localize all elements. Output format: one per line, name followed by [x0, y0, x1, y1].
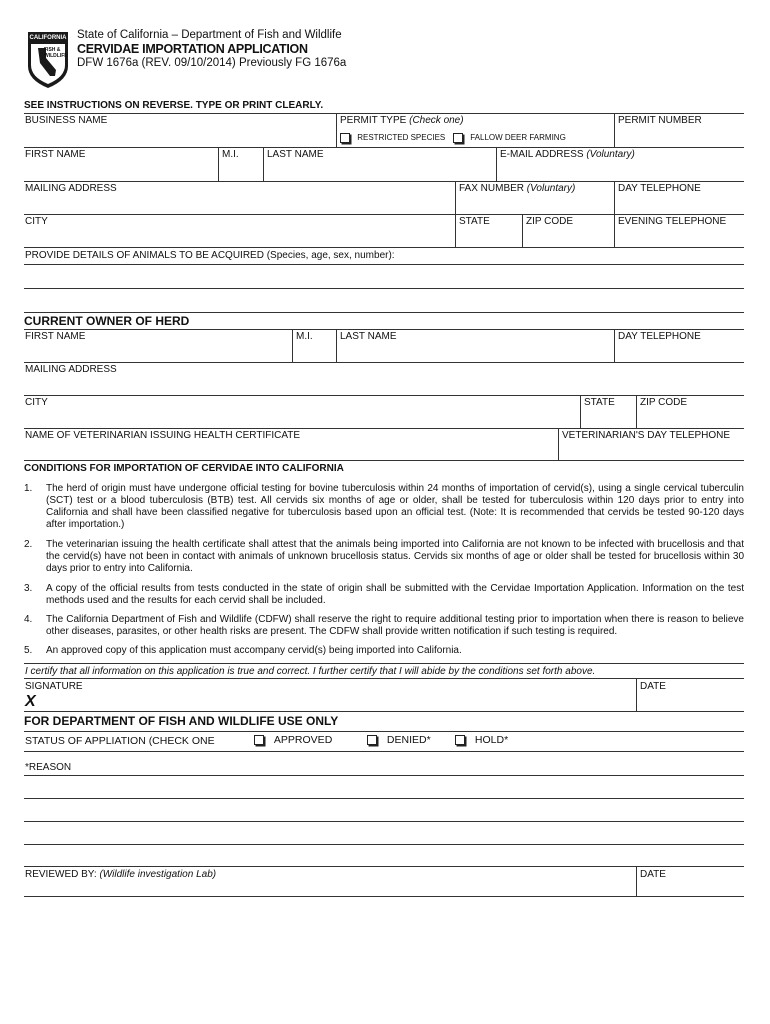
mi-label: M.I. [222, 149, 239, 160]
signature-x-mark: X [25, 693, 36, 710]
fax-text: FAX NUMBER [459, 183, 525, 194]
status-label: STATUS OF APPLIATION (CHECK ONE [25, 735, 215, 747]
permit-number-label: PERMIT NUMBER [618, 115, 702, 126]
condition-text: A copy of the official results from tests conducted in the state of origin shall be submitted with the Cervidae Importation Application. Information on the test methods used and the results for each cervid shall be included. [46, 583, 744, 606]
evening-telephone-label: EVENING TELEPHONE [618, 216, 727, 227]
hold-label: HOLD* [474, 734, 509, 746]
checkbox-icon[interactable] [254, 735, 264, 745]
checkbox-icon[interactable] [455, 735, 465, 745]
owner-first-name-label: FIRST NAME [25, 331, 86, 342]
animal-details-label: PROVIDE DETAILS OF ANIMALS TO BE ACQUIRED (Species, age, sex, number): [25, 250, 395, 261]
condition-number: 2. [24, 539, 33, 550]
condition-number: 3. [24, 583, 33, 594]
form-number: DFW 1676a (REV. 09/10/2014) Previously FG 1676a [77, 57, 347, 69]
condition-text: An approved copy of this application must accompany cervid(s) being imported into California. [46, 645, 462, 656]
reviewed-by-lab: (Wildlife investigation Lab) [99, 869, 217, 880]
last-name-label: LAST NAME [267, 149, 324, 160]
cdfw-logo [26, 30, 70, 90]
approved-checkbox[interactable] [254, 734, 332, 746]
city-label: CITY [25, 216, 48, 227]
owner-last-name-label: LAST NAME [340, 331, 397, 342]
condition-number: 5. [24, 645, 33, 656]
signature-label: SIGNATURE [25, 681, 83, 692]
conditions-heading: CONDITIONS FOR IMPORTATION OF CERVIDAE INTO CALIFORNIA [24, 463, 344, 474]
restricted-species-checkbox[interactable] [340, 133, 445, 143]
condition-number: 1. [24, 483, 33, 494]
reviewed-by-label [25, 869, 216, 881]
email-text: E-MAIL ADDRESS [500, 149, 584, 160]
approved-label: APPROVED [273, 734, 333, 746]
logo-top-text: CALIFORNIA [29, 35, 67, 41]
condition-text: The California Department of Fish and Wildlife (CDFW) shall reserve the right to require additional testing prior to importation when there is reason to believe other diseases, parasites, or other health risks are present. The CDFW shall provide written notification if such testing is required. [46, 614, 744, 637]
owner-day-telephone-label: DAY TELEPHONE [618, 331, 701, 342]
condition-item [24, 614, 744, 638]
logo-mid-text-1: FISH & [44, 47, 61, 53]
checkbox-icon[interactable] [340, 133, 350, 143]
owner-zip-label: ZIP CODE [640, 397, 688, 408]
permit-type-label [340, 115, 464, 127]
email-label [500, 149, 635, 161]
condition-item [24, 539, 744, 575]
hold-checkbox[interactable] [455, 734, 508, 746]
condition-item [24, 483, 744, 531]
check-one-note: (Check one) [409, 115, 464, 126]
vet-telephone-label: VETERINARIAN'S DAY TELEPHONE [562, 430, 731, 441]
state-label: STATE [459, 216, 490, 227]
denied-checkbox[interactable] [367, 734, 431, 746]
mailing-address-label: MAILING ADDRESS [25, 183, 117, 194]
form-title: CERVIDAE IMPORTATION APPLICATION [77, 42, 308, 56]
instructions: SEE INSTRUCTIONS ON REVERSE. TYPE OR PRINT CLEARLY. [24, 100, 324, 111]
checkbox-icon[interactable] [367, 735, 377, 745]
condition-item [24, 583, 744, 607]
denied-label: DENIED* [386, 734, 431, 746]
owner-state-label: STATE [584, 397, 615, 408]
owner-city-label: CITY [25, 397, 48, 408]
restricted-species-label: RESTRICTED SPECIES [357, 133, 446, 143]
owner-mi-label: M.I. [296, 331, 313, 342]
zip-label: ZIP CODE [526, 216, 574, 227]
condition-text: The veterinarian issuing the health certificate shall attest that the animals being imported into California are not known to be infected with brucellosis and that the cervid(s) have not been in contact with animals of unknown brucellosis status. Cervids six months of age or older shall be tested for brucellosis within 30 days prior to entry into California. [46, 539, 744, 574]
signature-date-label: DATE [640, 681, 666, 692]
email-voluntary: (Voluntary) [586, 149, 635, 160]
condition-number: 4. [24, 614, 33, 625]
permit-type-text: PERMIT TYPE [340, 115, 407, 126]
vet-name-label: NAME OF VETERINARIAN ISSUING HEALTH CERTIFICATE [25, 430, 301, 441]
reason-label: *REASON [25, 762, 72, 773]
fallow-deer-checkbox[interactable] [453, 133, 566, 143]
fallow-deer-label: FALLOW DEER FARMING [470, 133, 566, 143]
fax-voluntary: (Voluntary) [526, 183, 576, 194]
certify-statement: I certify that all information on this application is true and correct. I further certify that I will abide by the conditions set forth above. [25, 666, 596, 677]
condition-text: The herd of origin must have undergone official testing for bovine tuberculosis within 24 months of importation of cervid(s), using a single cervical tuberculin (SCT) test or a blood tuberculosis (BTB) test. All cervids six months of age or older, shall be tested for tuberculosis within 120 days prior to entry into California and shall have been classified negative for tuberculosis based upon an official test. (Note: It is recommended that cervids be tested 90-120 days after importation.) [46, 483, 744, 530]
reviewed-by-text: REVIEWED BY: [25, 869, 97, 880]
dfw-use-heading: FOR DEPARTMENT OF FISH AND WILDLIFE USE ONLY [24, 714, 339, 728]
owner-mailing-label: MAILING ADDRESS [25, 364, 117, 375]
business-name-label: BUSINESS NAME [25, 115, 108, 126]
day-telephone-label: DAY TELEPHONE [618, 183, 701, 194]
condition-item [24, 645, 744, 657]
agency-name: State of California – Department of Fish and Wildlife [77, 29, 342, 41]
fax-label [459, 183, 575, 195]
checkbox-icon[interactable] [453, 133, 463, 143]
reviewed-date-label: DATE [640, 869, 666, 880]
first-name-label: FIRST NAME [25, 149, 86, 160]
owner-heading: CURRENT OWNER OF HERD [24, 314, 190, 328]
logo-mid-text-2: WILDLIFE [44, 53, 68, 59]
